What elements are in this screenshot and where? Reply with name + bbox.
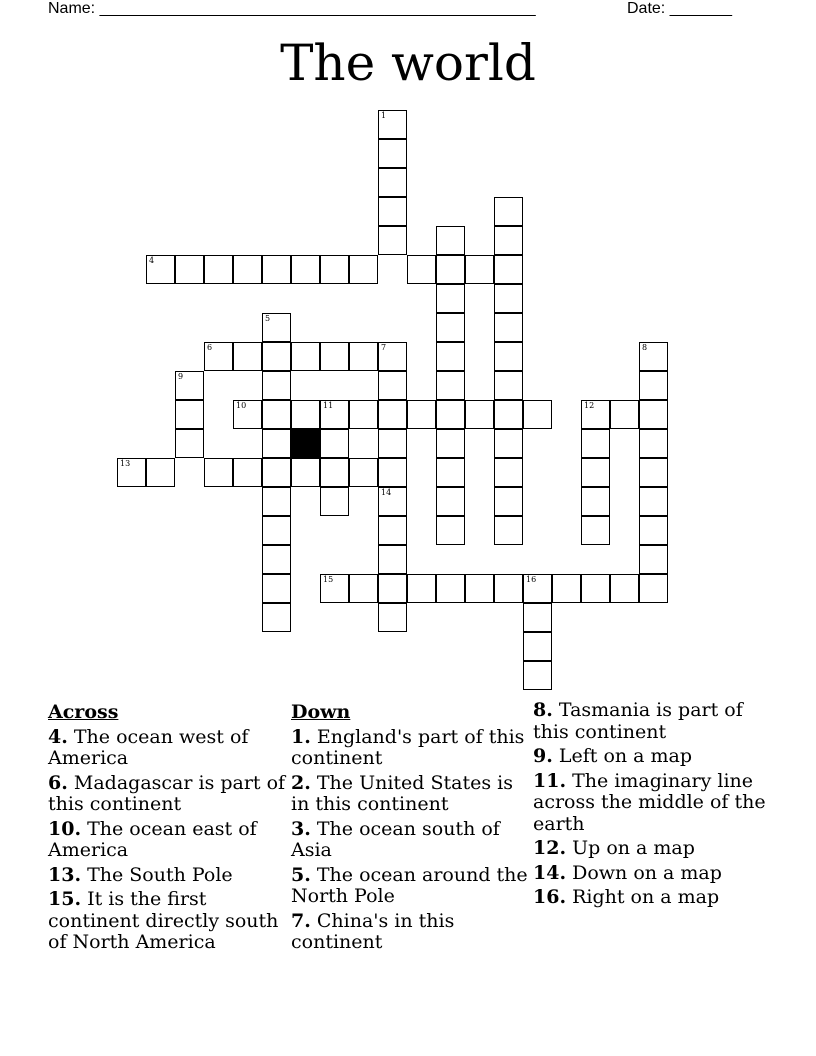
crossword-cell[interactable]: [378, 110, 407, 139]
clue-text: The ocean around the North Pole: [291, 863, 528, 907]
crossword-cell[interactable]: [262, 400, 291, 429]
crossword-cell[interactable]: [262, 458, 291, 487]
crossword-cell[interactable]: [175, 429, 204, 458]
crossword-cell[interactable]: [494, 429, 523, 458]
clue-item: [291, 819, 531, 862]
clue-number: 11.: [533, 769, 567, 792]
crossword-cell[interactable]: [465, 255, 494, 284]
crossword-cell[interactable]: [349, 255, 378, 284]
clue-item: [533, 863, 773, 885]
crossword-cell[interactable]: [494, 255, 523, 284]
down-clues-column-continued: [533, 700, 773, 912]
across-heading: Across: [48, 701, 119, 723]
crossword-cell[interactable]: [581, 429, 610, 458]
page-title: The world: [280, 34, 536, 92]
crossword-cell[interactable]: [610, 400, 639, 429]
crossword-cell[interactable]: [523, 661, 552, 690]
cell-number: 14: [381, 488, 392, 497]
clue-text: The ocean east of America: [48, 817, 257, 861]
crossword-cell[interactable]: [436, 313, 465, 342]
crossword-cell[interactable]: [436, 371, 465, 400]
crossword-cell[interactable]: [291, 458, 320, 487]
crossword-cell[interactable]: [494, 458, 523, 487]
crossword-cell[interactable]: [407, 574, 436, 603]
clue-text: The ocean south of Asia: [291, 817, 500, 861]
clue-text: Right on a map: [566, 886, 720, 908]
crossword-cell[interactable]: [436, 487, 465, 516]
crossword-cell[interactable]: [378, 400, 407, 429]
crossword-cell[interactable]: [262, 516, 291, 545]
across-clues-column: [48, 700, 288, 957]
crossword-cell[interactable]: [436, 516, 465, 545]
crossword-cell[interactable]: [320, 458, 349, 487]
cell-number: 11: [323, 401, 334, 410]
crossword-cell[interactable]: [436, 574, 465, 603]
crossword-cell[interactable]: [494, 371, 523, 400]
clue-number: 15.: [48, 888, 82, 910]
crossword-cell[interactable]: [320, 429, 349, 458]
crossword-cell[interactable]: [378, 168, 407, 197]
crossword-cell[interactable]: [204, 458, 233, 487]
crossword-cell[interactable]: [378, 139, 407, 168]
cell-number: 13: [120, 459, 131, 468]
crossword-cell[interactable]: [262, 342, 291, 371]
crossword-cell[interactable]: [349, 574, 378, 603]
crossword-cell[interactable]: [639, 487, 668, 516]
crossword-cell[interactable]: [146, 255, 175, 284]
crossword-cell[interactable]: [639, 371, 668, 400]
clue-number: 4.: [48, 725, 68, 748]
cell-number: 8: [642, 343, 648, 352]
crossword-cell[interactable]: [523, 574, 552, 603]
cell-number: 7: [381, 343, 387, 352]
crossword-cell[interactable]: [523, 400, 552, 429]
crossword-cell[interactable]: [407, 255, 436, 284]
crossword-cell[interactable]: [378, 458, 407, 487]
crossword-cell[interactable]: [378, 516, 407, 545]
crossword-cell[interactable]: [436, 284, 465, 313]
clue-number: 10.: [48, 817, 82, 840]
crossword-cell[interactable]: [581, 400, 610, 429]
crossword-cell[interactable]: [436, 255, 465, 284]
clue-number: 2.: [291, 771, 311, 794]
crossword-cell[interactable]: [639, 545, 668, 574]
crossword-cell[interactable]: [465, 574, 494, 603]
clue-number: 1.: [291, 725, 311, 748]
crossword-cell[interactable]: [262, 313, 291, 342]
crossword-cell[interactable]: [204, 255, 233, 284]
crossword-cell[interactable]: [552, 574, 581, 603]
crossword-cell[interactable]: [581, 574, 610, 603]
across-clue-list: [48, 727, 288, 954]
crossword-cell[interactable]: [175, 400, 204, 429]
crossword-cell[interactable]: [436, 429, 465, 458]
clue-text: England's part of this continent: [291, 725, 525, 769]
clue-item: [291, 911, 531, 954]
clue-item: [533, 746, 773, 768]
crossword-cell[interactable]: [494, 226, 523, 255]
crossword-cell[interactable]: [378, 545, 407, 574]
clue-text: Down on a map: [566, 861, 722, 884]
clue-text: The United States is in this continent: [291, 771, 513, 815]
crossword-cell[interactable]: [233, 458, 262, 487]
clue-number: 6.: [48, 771, 68, 794]
down-clues-column: [291, 700, 531, 957]
clue-text: It is the first continent directly south of North America: [48, 888, 279, 953]
clue-item: [48, 727, 288, 770]
crossword-cell[interactable]: [494, 400, 523, 429]
crossword-cell[interactable]: [233, 342, 262, 371]
clue-item: [48, 819, 288, 862]
cell-number: 12: [584, 401, 595, 410]
crossword-cell[interactable]: [436, 400, 465, 429]
clue-text: The South Pole: [81, 863, 233, 886]
clue-item: [48, 865, 288, 887]
clue-text: Up on a map: [566, 837, 695, 859]
crossword-cell[interactable]: [262, 574, 291, 603]
clue-text: The imaginary line across the middle of the earth: [533, 769, 766, 835]
crossword-cell[interactable]: [262, 255, 291, 284]
crossword-cell[interactable]: [494, 313, 523, 342]
crossword-cell[interactable]: [378, 603, 407, 632]
crossword-cell[interactable]: [523, 603, 552, 632]
crossword-cell[interactable]: [175, 255, 204, 284]
cell-number: 4: [149, 256, 155, 265]
crossword-cell[interactable]: [262, 371, 291, 400]
down-clue-list: [291, 727, 531, 954]
crossword-cell[interactable]: [320, 574, 349, 603]
name-field-label: Name: _________________________________________________: [48, 0, 536, 17]
clue-item: [291, 773, 531, 816]
crossword-cell[interactable]: [436, 458, 465, 487]
crossword-cell[interactable]: [639, 429, 668, 458]
clue-item: [533, 887, 773, 909]
crossword-cell[interactable]: [378, 226, 407, 255]
crossword-cell[interactable]: [349, 458, 378, 487]
clue-number: 14.: [533, 861, 567, 884]
crossword-cell[interactable]: [494, 284, 523, 313]
clue-number: 13.: [48, 863, 82, 886]
clue-text: Tasmania is part of this continent: [533, 699, 743, 743]
crossword-cell[interactable]: [494, 487, 523, 516]
cell-number: 6: [207, 343, 213, 352]
crossword-cell[interactable]: [639, 342, 668, 371]
clue-item: [48, 773, 288, 816]
crossword-cell[interactable]: [291, 342, 320, 371]
clue-item: [533, 838, 773, 860]
crossword-cell[interactable]: [349, 400, 378, 429]
crossword-cell[interactable]: [581, 458, 610, 487]
clue-text: China's in this continent: [291, 909, 455, 953]
clue-number: 3.: [291, 817, 311, 840]
crossword-cell[interactable]: [494, 197, 523, 226]
crossword-cell[interactable]: [320, 342, 349, 371]
cell-number: 10: [236, 401, 247, 410]
cell-number: 5: [265, 314, 271, 323]
crossword-cell[interactable]: [639, 400, 668, 429]
crossword-cell[interactable]: [436, 342, 465, 371]
crossword-cell[interactable]: [175, 371, 204, 400]
crossword-cell[interactable]: [436, 226, 465, 255]
crossword-cell[interactable]: [262, 429, 291, 458]
clue-item: [291, 865, 531, 908]
crossword-cell[interactable]: [494, 574, 523, 603]
clue-number: 8.: [533, 699, 553, 721]
clue-number: 16.: [533, 886, 567, 908]
clue-number: 7.: [291, 909, 311, 932]
crossword-cell[interactable]: [146, 458, 175, 487]
crossword-cell[interactable]: [349, 342, 378, 371]
crossword-cell[interactable]: [378, 574, 407, 603]
clue-number: 9.: [533, 745, 553, 767]
crossword-cell[interactable]: [378, 487, 407, 516]
clue-item: [48, 889, 288, 954]
crossword-cell[interactable]: [581, 516, 610, 545]
cell-number: 1: [381, 111, 387, 120]
crossword-cell[interactable]: [262, 487, 291, 516]
crossword-cell[interactable]: [523, 632, 552, 661]
crossword-cell[interactable]: [494, 342, 523, 371]
crossword-cell[interactable]: [378, 197, 407, 226]
crossword-cell[interactable]: [320, 400, 349, 429]
crossword-block: [291, 429, 320, 458]
crossword-cell[interactable]: [465, 400, 494, 429]
crossword-cell[interactable]: [494, 516, 523, 545]
crossword-cell[interactable]: [204, 342, 233, 371]
cell-number: 9: [178, 372, 184, 381]
clue-number: 5.: [291, 863, 311, 886]
crossword-cell[interactable]: [581, 487, 610, 516]
down-heading: Down: [291, 701, 351, 723]
crossword-cell[interactable]: [407, 400, 436, 429]
crossword-cell[interactable]: [233, 255, 262, 284]
crossword-cell[interactable]: [262, 545, 291, 574]
clue-item: [291, 727, 531, 770]
crossword-cell[interactable]: [320, 487, 349, 516]
cell-number: 16: [526, 575, 537, 584]
crossword-cell[interactable]: [320, 255, 349, 284]
clue-number: 12.: [533, 837, 567, 859]
clue-item: [533, 771, 773, 836]
clue-text: The ocean west of America: [48, 725, 249, 769]
clue-text: Left on a map: [552, 745, 693, 767]
clue-item: [533, 700, 773, 743]
down-clue-list-continued: [533, 700, 773, 909]
crossword-cell[interactable]: [291, 400, 320, 429]
cell-number: 15: [323, 575, 334, 584]
crossword-cell[interactable]: [378, 371, 407, 400]
crossword-cell[interactable]: [117, 458, 146, 487]
crossword-cell[interactable]: [262, 603, 291, 632]
crossword-cell[interactable]: [378, 342, 407, 371]
crossword-cell[interactable]: [639, 458, 668, 487]
crossword-cell[interactable]: [639, 516, 668, 545]
date-field-label: Date: _______: [627, 0, 732, 17]
crossword-cell[interactable]: [610, 574, 639, 603]
crossword-cell[interactable]: [233, 400, 262, 429]
crossword-cell[interactable]: [291, 255, 320, 284]
crossword-cell[interactable]: [378, 429, 407, 458]
clue-text: Madagascar is part of this continent: [48, 771, 286, 815]
crossword-cell[interactable]: [639, 574, 668, 603]
